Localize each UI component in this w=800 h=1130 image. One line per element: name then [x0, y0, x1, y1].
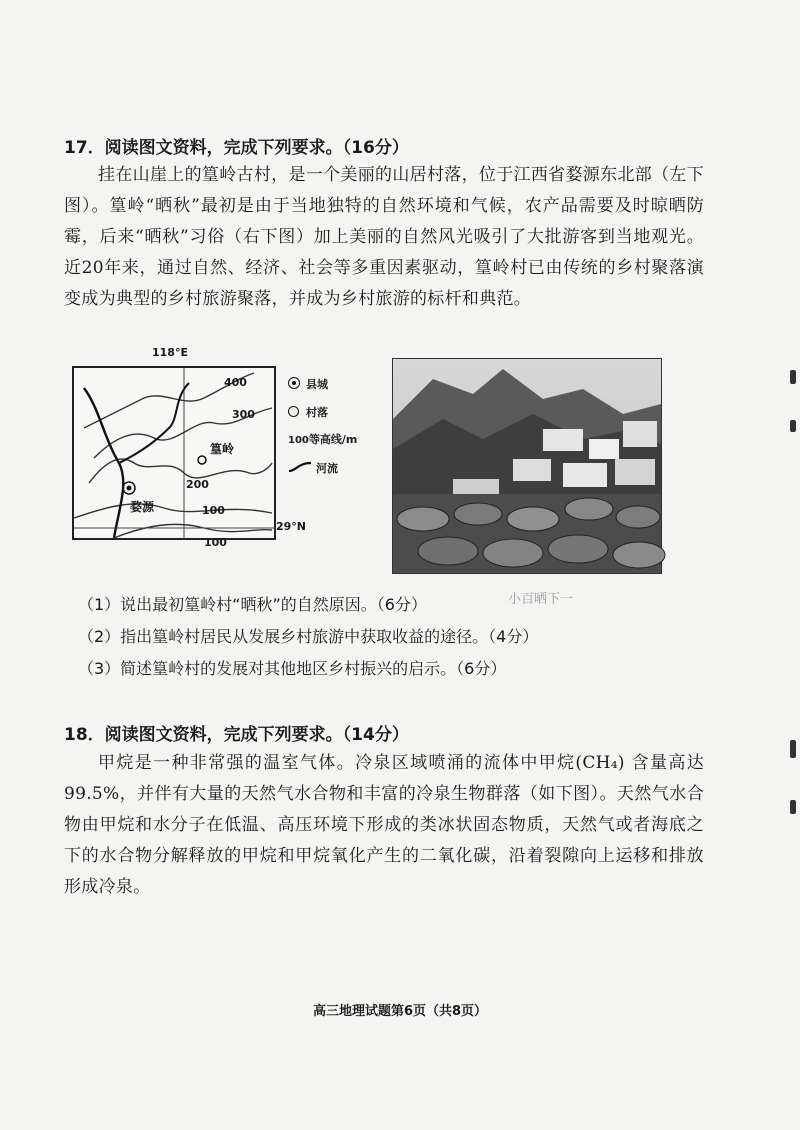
scan-edge-mark	[790, 800, 796, 814]
question-18-title: 18．阅读图文资料，完成下列要求。（14分）	[64, 725, 409, 745]
legend-village	[288, 404, 328, 420]
legend-contour-label: 等高线/m	[308, 433, 358, 446]
contour-label-300: 300	[232, 408, 255, 421]
photo-caption-faint: 小百晒下一	[508, 592, 574, 607]
contour-line-100b	[114, 524, 272, 538]
village-symbol-icon	[288, 406, 299, 417]
village-name-label: 篁岭	[210, 442, 235, 456]
question-17-title: 17．阅读图文资料，完成下列要求。（16分）	[64, 138, 409, 158]
location-map	[72, 366, 276, 549]
sub-question-2: （2）指出篁岭村居民从发展乡村旅游中获取收益的途径。（4分）	[78, 627, 539, 646]
county-marker-inner	[127, 486, 132, 491]
longitude-label: 118°E	[152, 346, 188, 359]
river-tributary	[119, 383, 189, 463]
village-marker	[198, 456, 206, 464]
sub-question-1: （1）说出最初篁岭村“晒秋”的自然原因。（6分）	[78, 595, 427, 614]
legend-county-label: 县城	[306, 378, 328, 391]
contour-label-400: 400	[224, 376, 247, 389]
contour-line-100a	[74, 504, 272, 518]
scan-edge-mark	[790, 370, 796, 384]
question-18-paragraph	[64, 748, 704, 903]
contour-label-100b: 100	[204, 536, 227, 549]
legend-river-label: 河流	[316, 462, 338, 475]
scan-edge-mark	[790, 740, 796, 758]
page-footer: 高三地理试题第6页（共8页）	[312, 1004, 488, 1019]
river-symbol-icon	[288, 461, 312, 473]
question-18-text: 甲烷是一种非常强的温室气体。冷泉区域喷涌的流体中甲烷(CH₄) 含量高达99.5%，并伴有大量的天然气水合物和丰富的冷泉生物群落（如下图）。天然气水合物由甲烷和水分子在低温、高压环境下形成的类冰状固态物质，天然气或者海底之下的水合物分解释放的甲烷和甲烷氧化产生的二氧化碳，沿着裂隙向上运移和排放形成冷泉。	[64, 753, 704, 897]
contour-line-200	[89, 459, 272, 483]
contour-label-200: 200	[186, 478, 209, 491]
question-17-paragraph	[64, 160, 704, 315]
legend-village-label: 村落	[306, 406, 328, 419]
county-symbol-icon	[288, 377, 300, 389]
legend-county	[288, 376, 328, 392]
legend-river	[288, 460, 338, 476]
sub-question-3: （3）简述篁岭村的发展对其他地区乡村振兴的启示。（6分）	[78, 659, 507, 678]
county-name-label: 婺源	[130, 500, 155, 514]
latitude-label: 29°N	[276, 520, 307, 533]
map-contours	[74, 368, 274, 538]
question-17-text: 挂在山崖上的篁岭古村，是一个美丽的山居村落，位于江西省婺源东北部（左下图）。篁岭“晒秋”最初是由于当地独特的自然环境和气候，农产品需要及时晾晒防霉，后来“晒秋”习俗（右下图）加上美丽的自然风光吸引了大批游客到当地观光。近20年来，通过自然、经济、社会等多重因素驱动，篁岭村已由传统的乡村聚落演变成为典型的乡村旅游聚落，并成为乡村旅游的标杆和典范。	[64, 165, 704, 309]
legend-contour	[288, 431, 357, 447]
photo-illustration	[393, 359, 661, 573]
contour-label-100a: 100	[202, 504, 225, 517]
contour-sample-label: 100	[288, 435, 309, 446]
shaiqiu-photo	[392, 358, 662, 574]
scan-edge-mark	[790, 420, 796, 432]
river-line	[84, 388, 123, 538]
